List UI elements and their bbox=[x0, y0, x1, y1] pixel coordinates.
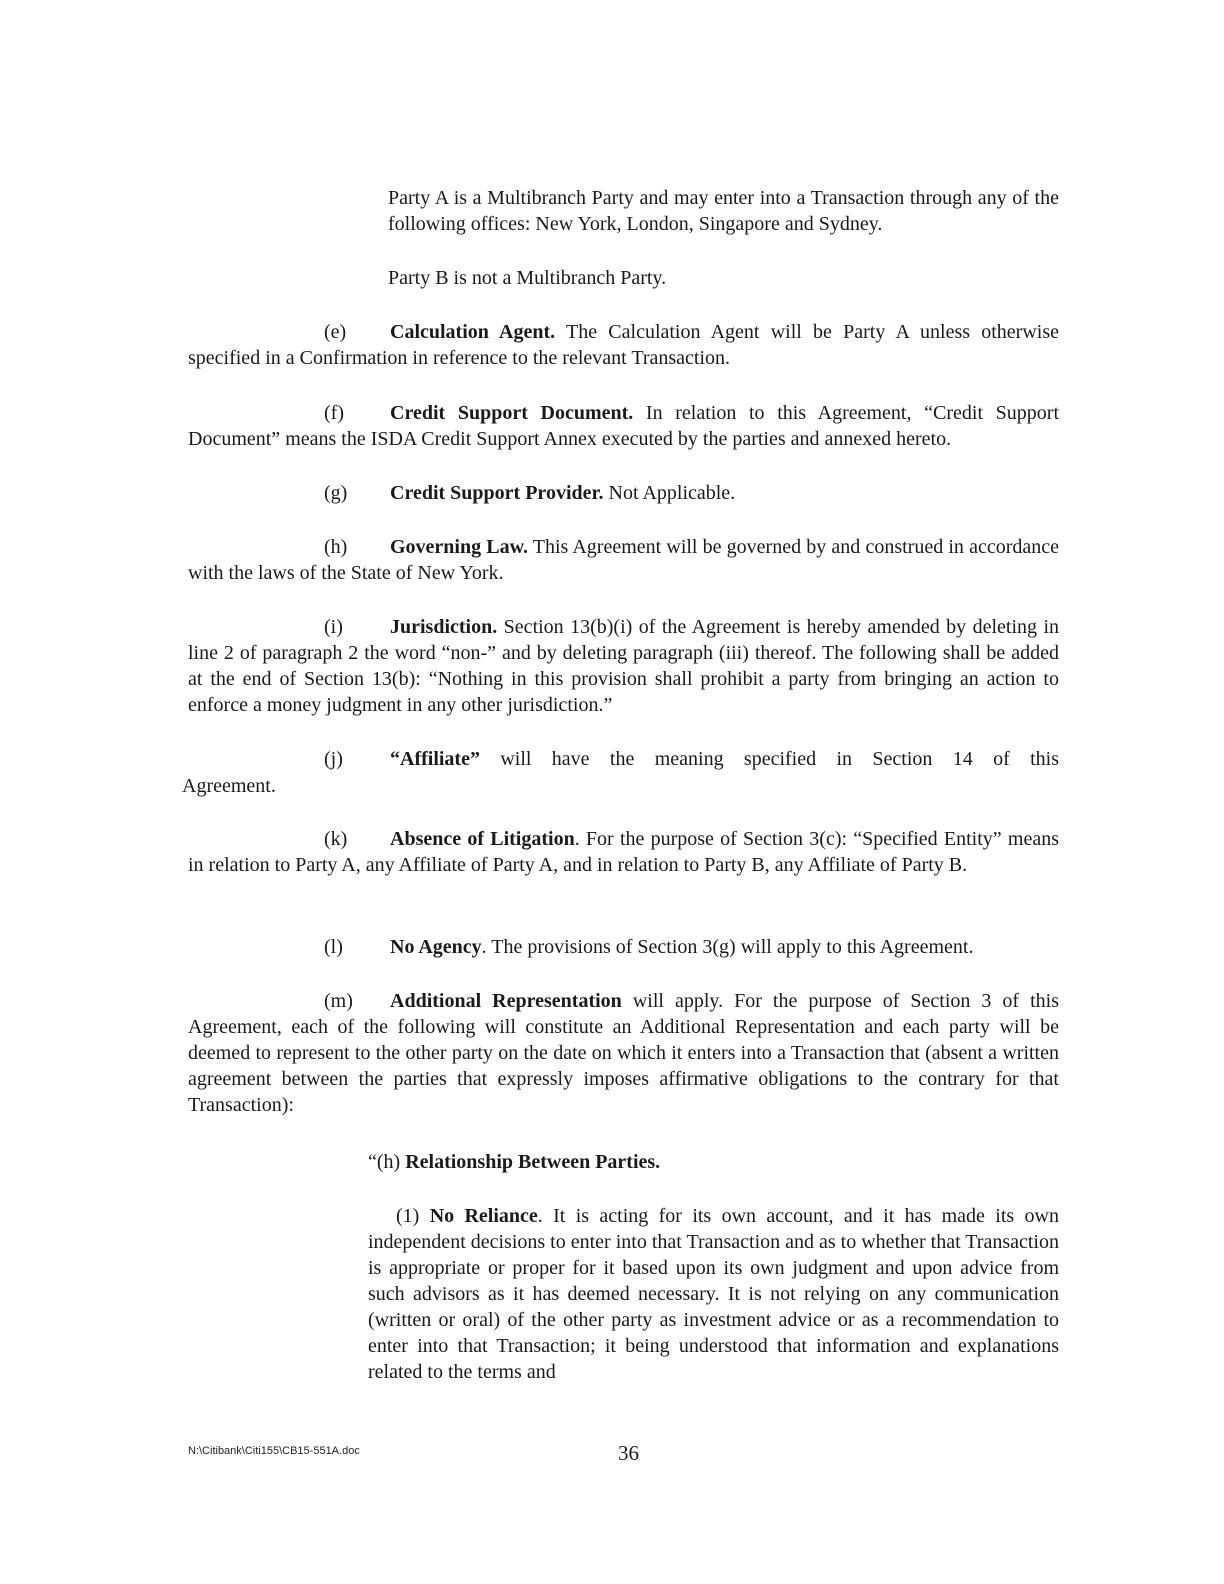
section-title: Calculation Agent. bbox=[390, 321, 556, 343]
section-f-credit-support-document: (f) Credit Support Document. In relation to this Agreement, “Credit Support Document” means the ISDA Credit Support Annex executed by the parties and annexed hereto. bbox=[188, 402, 1059, 450]
section-number: (j) bbox=[324, 748, 343, 770]
subsection-h-relationship-between-parties: “(h) Relationship Between Parties. bbox=[368, 1151, 661, 1173]
section-k-absence-of-litigation: (k) Absence of Litigation. For the purpose of Section 3(c): “Specified Entity” means in relation to Party A, any Affiliate of Party A, and in relation to Party B, any Affiliate of Party B. bbox=[188, 828, 1059, 876]
section-number: (h) bbox=[324, 536, 348, 558]
section-title: Governing Law. bbox=[390, 536, 528, 558]
section-i-jurisdiction: (i) Jurisdiction. Section 13(b)(i) of the Agreement is hereby amended by deleting in line 2 of paragraph 2 the word “non-” and by deleting paragraph (iii) thereof. The following shall be added at the end of Section 13(b): “Nothing in this provision shall prohibit a party from bringing an action to enforce a money judgment in any other jurisdiction.” bbox=[188, 616, 1059, 716]
section-number: (e) bbox=[324, 321, 347, 343]
section-m-additional-representation: (m) Additional Representation will apply. For the purpose of Section 3 of this Agreement, each of the following will constitute an Additional Representation and each party will be deemed to represent to the other party on the date on which it enters into a Transaction that (absent a written agreement between the parties that expressly imposes affirmative obligations to the contrary for that Transaction): bbox=[188, 990, 1060, 1116]
section-number: (f) bbox=[324, 402, 344, 424]
section-number: (m) bbox=[324, 990, 353, 1012]
page-number: 36 bbox=[618, 1441, 639, 1465]
subsection-title: No Reliance bbox=[429, 1205, 538, 1227]
section-g-credit-support-provider: (g) Credit Support Provider. Not Applicable. bbox=[324, 482, 736, 504]
paragraph-multibranch-party-a: Party A is a Multibranch Party and may enter into a Transaction through any of the following offices: New York, London, Singapore and Sydney. bbox=[388, 187, 1059, 235]
section-title: Jurisdiction. bbox=[390, 616, 498, 638]
section-l-no-agency: (l) No Agency. The provisions of Section 3(g) will apply to this Agreement. bbox=[324, 936, 974, 958]
section-h-governing-law: (h) Governing Law. This Agreement will be governed by and construed in accordance with the laws of the State of New York. bbox=[188, 536, 1059, 584]
section-title: Credit Support Provider. bbox=[390, 482, 604, 504]
subsection-1-no-reliance: (1) No Reliance. It is acting for its own account, and it has made its own independent decisions to enter into that Transaction and as to whether that Transaction is appropriate or proper for it based upon its own judgment and upon advice from such advisors as it has deemed necessary. It is not relying on any communication (written or oral) of the other party as investment advice or as a recommendation to enter into that Transaction; it being understood that information and explanations related to the terms and bbox=[368, 1205, 1059, 1383]
section-number: (i) bbox=[324, 616, 343, 638]
section-title: No Agency bbox=[390, 936, 482, 958]
section-title: Absence of Litigation bbox=[390, 828, 575, 850]
subsection-title: Relationship Between Parties. bbox=[405, 1151, 661, 1173]
section-number: (k) bbox=[324, 828, 348, 850]
section-j-continuation: Agreement. bbox=[182, 775, 276, 797]
section-e-calculation-agent: (e) Calculation Agent. The Calculation Agent will be Party A unless otherwise specified in a Confirmation in reference to the relevant Transaction. bbox=[188, 321, 1059, 369]
footer-file-path: N:\Citibank\Citi155\CB15-551A.doc bbox=[188, 1445, 360, 1457]
section-number: (g) bbox=[324, 482, 348, 504]
section-number: (l) bbox=[324, 936, 343, 958]
paragraph-multibranch-party-b: Party B is not a Multibranch Party. bbox=[388, 267, 667, 289]
section-j-affiliate: (j) “Affiliate” will have the meaning specified in Section 14 of this bbox=[324, 748, 1059, 770]
section-title: Additional Representation bbox=[390, 990, 622, 1012]
section-title: Credit Support Document. bbox=[390, 402, 634, 424]
section-title: “Affiliate” bbox=[390, 748, 480, 770]
